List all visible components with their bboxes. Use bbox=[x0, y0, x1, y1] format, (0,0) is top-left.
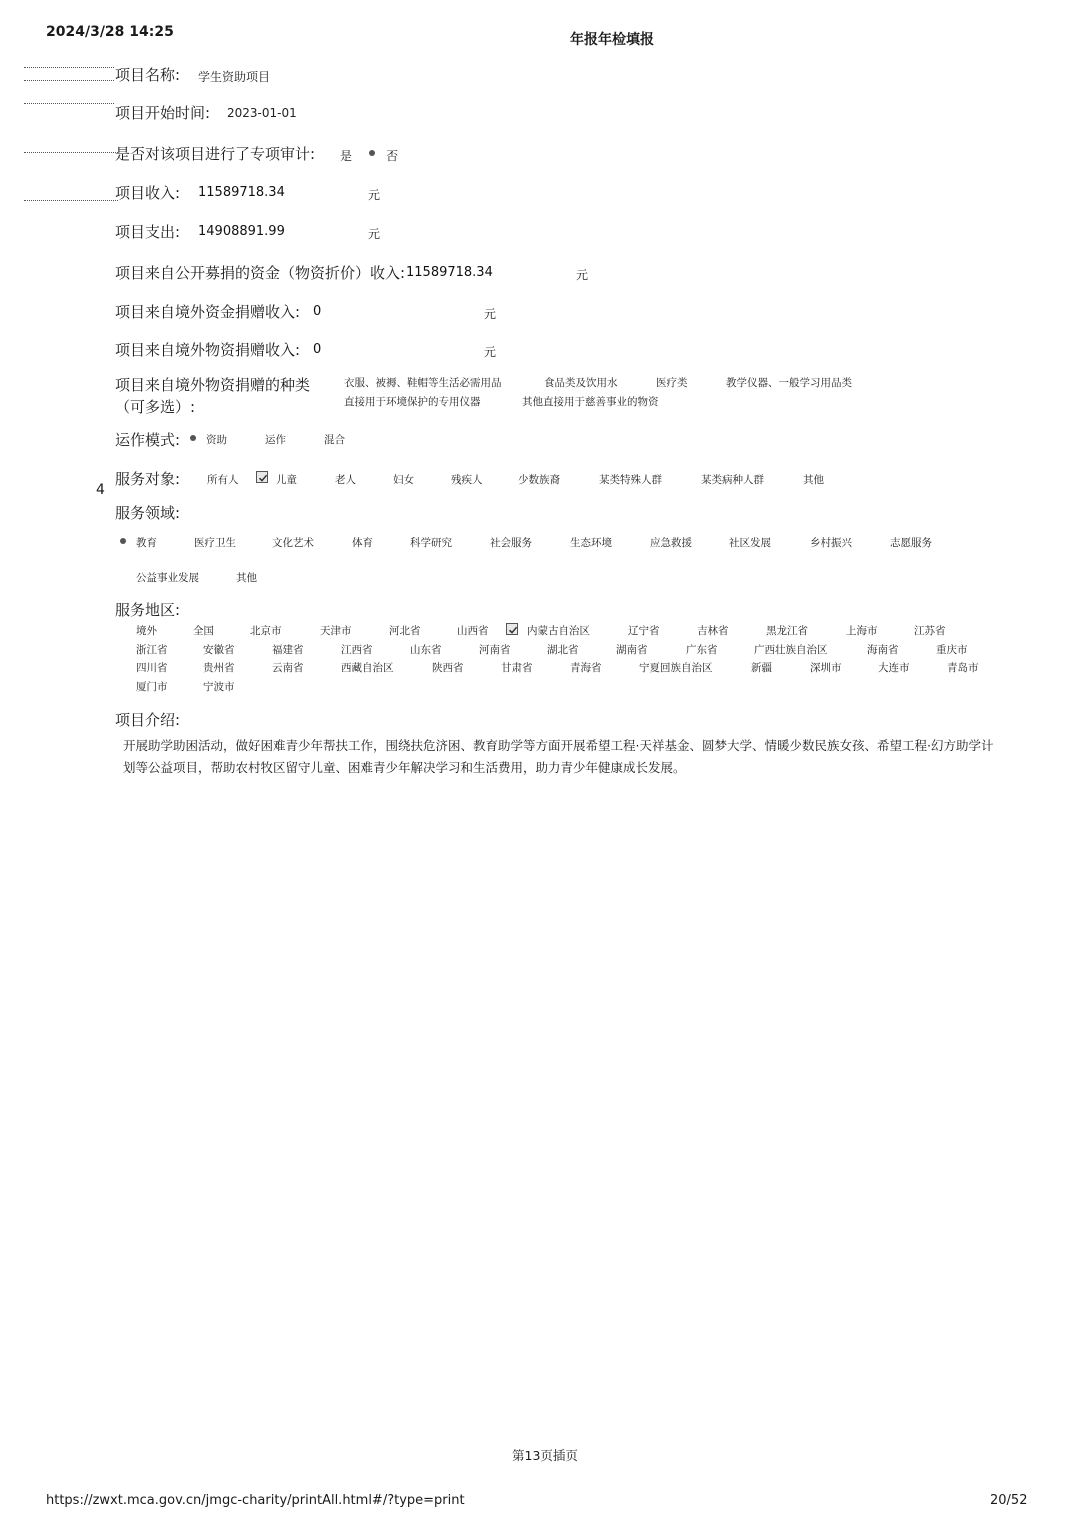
field-option[interactable]: 社区发展 bbox=[729, 537, 771, 549]
field-option[interactable]: 文化艺术 bbox=[272, 537, 314, 549]
audit-label: 是否对该项目进行了专项审计: bbox=[115, 145, 316, 163]
field-option[interactable]: 医疗卫生 bbox=[194, 537, 236, 549]
public-fund-unit: 元 bbox=[576, 268, 589, 282]
region-option[interactable]: 上海市 bbox=[846, 625, 878, 637]
target-option[interactable]: 某类病种人群 bbox=[701, 474, 764, 486]
region-option[interactable]: 陕西省 bbox=[432, 662, 464, 674]
print-url: https://zwxt.mca.gov.cn/jmgc-charity/printAll.html#/?type=print bbox=[46, 1493, 465, 1508]
field-option[interactable]: 志愿服务 bbox=[890, 537, 932, 549]
region-option[interactable]: 宁波市 bbox=[203, 681, 235, 693]
region-option[interactable]: 大连市 bbox=[878, 662, 910, 674]
audit-option-no[interactable]: 否 bbox=[386, 149, 399, 163]
field-option[interactable]: 应急救援 bbox=[650, 537, 692, 549]
operation-option-operate[interactable]: 运作 bbox=[265, 434, 286, 446]
goods-type-option[interactable]: 其他直接用于慈善事业的物资 bbox=[522, 396, 659, 408]
target-option[interactable]: 老人 bbox=[335, 474, 356, 486]
region-option[interactable]: 浙江省 bbox=[136, 644, 168, 656]
scan-line bbox=[24, 200, 118, 201]
field-option[interactable]: 社会服务 bbox=[490, 537, 532, 549]
public-fund-value: 11589718.34 bbox=[406, 265, 493, 280]
start-time-label: 项目开始时间: bbox=[115, 104, 211, 122]
region-option[interactable]: 全国 bbox=[193, 625, 214, 637]
service-target-label: 服务对象: bbox=[115, 470, 181, 488]
foreign-fund-value: 0 bbox=[313, 304, 322, 319]
region-option[interactable]: 河南省 bbox=[479, 644, 511, 656]
region-option[interactable]: 内蒙古自治区 bbox=[527, 625, 590, 637]
intro-label: 项目介绍: bbox=[115, 711, 181, 729]
operation-option-mixed[interactable]: 混合 bbox=[324, 434, 345, 446]
region-option[interactable]: 湖南省 bbox=[616, 644, 648, 656]
target-option[interactable]: 妇女 bbox=[393, 474, 414, 486]
goods-type-option[interactable]: 衣服、被褥、鞋帽等生活必需用品 bbox=[344, 377, 502, 389]
income-unit: 元 bbox=[368, 188, 381, 202]
goods-type-option[interactable]: 食品类及饮用水 bbox=[544, 377, 618, 389]
target-option[interactable]: 其他 bbox=[803, 474, 824, 486]
insert-page-note: 第13页插页 bbox=[512, 1448, 578, 1463]
region-option[interactable]: 深圳市 bbox=[810, 662, 842, 674]
region-option[interactable]: 境外 bbox=[136, 625, 157, 637]
public-fund-label: 项目来自公开募捐的资金（物资折价）收入: bbox=[115, 264, 406, 282]
region-option[interactable]: 四川省 bbox=[136, 662, 168, 674]
print-datetime: 2024/3/28 14:25 bbox=[46, 24, 174, 40]
operation-mode-label: 运作模式: bbox=[115, 431, 181, 449]
region-option[interactable]: 湖北省 bbox=[547, 644, 579, 656]
region-option[interactable]: 河北省 bbox=[389, 625, 421, 637]
field-option[interactable]: 公益事业发展 bbox=[136, 572, 199, 584]
foreign-goods-value: 0 bbox=[313, 342, 322, 357]
target-option[interactable]: 所有人 bbox=[207, 474, 239, 486]
region-option[interactable]: 辽宁省 bbox=[628, 625, 660, 637]
field-option[interactable]: 科学研究 bbox=[410, 537, 452, 549]
radio-selected-icon bbox=[120, 538, 126, 544]
intro-text: 开展助学助困活动，做好困难青少年帮扶工作，围绕扶危济困、教育助学等方面开展希望工程·天祥基金、圆梦大学、情暖少数民族女孩、希望工程·幻方助学计划等公益项目，帮助农村牧区留守儿童、困难青少年解决学习和生活费用，助力青少年健康成长发展。 bbox=[123, 738, 994, 775]
goods-type-option[interactable]: 教学仪器、一般学习用品类 bbox=[726, 377, 852, 389]
project-name-label: 项目名称: bbox=[115, 66, 181, 84]
scan-line bbox=[24, 80, 114, 81]
region-option[interactable]: 重庆市 bbox=[936, 644, 968, 656]
region-option[interactable]: 北京市 bbox=[250, 625, 282, 637]
target-option[interactable]: 儿童 bbox=[276, 474, 297, 486]
target-option[interactable]: 某类特殊人群 bbox=[599, 474, 662, 486]
region-option[interactable]: 西藏自治区 bbox=[341, 662, 394, 674]
region-option[interactable]: 广东省 bbox=[686, 644, 718, 656]
foreign-goods-label: 项目来自境外物资捐赠收入: bbox=[115, 341, 301, 359]
region-option[interactable]: 江西省 bbox=[341, 644, 373, 656]
field-option[interactable]: 体育 bbox=[352, 537, 373, 549]
region-option[interactable]: 贵州省 bbox=[203, 662, 235, 674]
field-option[interactable]: 教育 bbox=[136, 537, 157, 549]
region-option[interactable]: 海南省 bbox=[867, 644, 899, 656]
region-option[interactable]: 山东省 bbox=[410, 644, 442, 656]
target-option[interactable]: 残疾人 bbox=[451, 474, 483, 486]
scan-line bbox=[24, 67, 114, 68]
region-option[interactable]: 福建省 bbox=[272, 644, 304, 656]
checkbox-checked-icon[interactable] bbox=[256, 471, 268, 483]
region-option[interactable]: 黑龙江省 bbox=[766, 625, 808, 637]
checkbox-checked-icon[interactable] bbox=[506, 623, 518, 635]
region-option[interactable]: 江苏省 bbox=[914, 625, 946, 637]
foreign-fund-label: 项目来自境外资金捐赠收入: bbox=[115, 303, 301, 321]
service-field-label: 服务领域: bbox=[115, 504, 181, 522]
region-option[interactable]: 青海省 bbox=[570, 662, 602, 674]
project-name-value: 学生资助项目 bbox=[198, 70, 271, 84]
region-option[interactable]: 甘肃省 bbox=[501, 662, 533, 674]
goods-type-label-multi: （可多选）: bbox=[115, 398, 196, 416]
region-option[interactable]: 青岛市 bbox=[947, 662, 979, 674]
region-option[interactable]: 云南省 bbox=[272, 662, 304, 674]
scan-line bbox=[24, 152, 118, 153]
region-option[interactable]: 安徽省 bbox=[203, 644, 235, 656]
page-number: 20/52 bbox=[990, 1493, 1028, 1508]
region-option[interactable]: 新疆 bbox=[751, 662, 772, 674]
foreign-fund-unit: 元 bbox=[484, 307, 497, 321]
audit-option-yes[interactable]: 是 bbox=[340, 149, 353, 163]
foreign-goods-unit: 元 bbox=[484, 345, 497, 359]
field-option[interactable]: 乡村振兴 bbox=[810, 537, 852, 549]
income-value: 11589718.34 bbox=[198, 185, 285, 200]
start-time-value: 2023-01-01 bbox=[227, 106, 297, 120]
page-title: 年报年检填报 bbox=[570, 32, 654, 48]
margin-number: 4 bbox=[96, 482, 105, 498]
scan-line bbox=[24, 103, 114, 104]
service-region-label: 服务地区: bbox=[115, 601, 181, 619]
field-option[interactable]: 其他 bbox=[236, 572, 257, 584]
target-option[interactable]: 少数族裔 bbox=[518, 474, 560, 486]
expense-unit: 元 bbox=[368, 227, 381, 241]
goods-type-option[interactable]: 医疗类 bbox=[656, 377, 688, 389]
region-option[interactable]: 宁夏回族自治区 bbox=[639, 662, 713, 674]
region-option[interactable]: 天津市 bbox=[320, 625, 352, 637]
operation-option-fund[interactable]: 资助 bbox=[206, 434, 227, 446]
goods-type-option[interactable]: 直接用于环境保护的专用仪器 bbox=[344, 396, 481, 408]
region-option[interactable]: 山西省 bbox=[457, 625, 489, 637]
field-option[interactable]: 生态环境 bbox=[570, 537, 612, 549]
region-option[interactable]: 广西壮族自治区 bbox=[754, 644, 828, 656]
income-label: 项目收入: bbox=[115, 184, 181, 202]
radio-selected-icon bbox=[190, 435, 196, 441]
expense-label: 项目支出: bbox=[115, 223, 181, 241]
goods-type-label: 项目来自境外物资捐赠的种类 bbox=[115, 376, 311, 394]
region-option[interactable]: 厦门市 bbox=[136, 681, 168, 693]
region-option[interactable]: 吉林省 bbox=[697, 625, 729, 637]
expense-value: 14908891.99 bbox=[198, 224, 285, 239]
radio-selected-icon bbox=[369, 150, 375, 156]
